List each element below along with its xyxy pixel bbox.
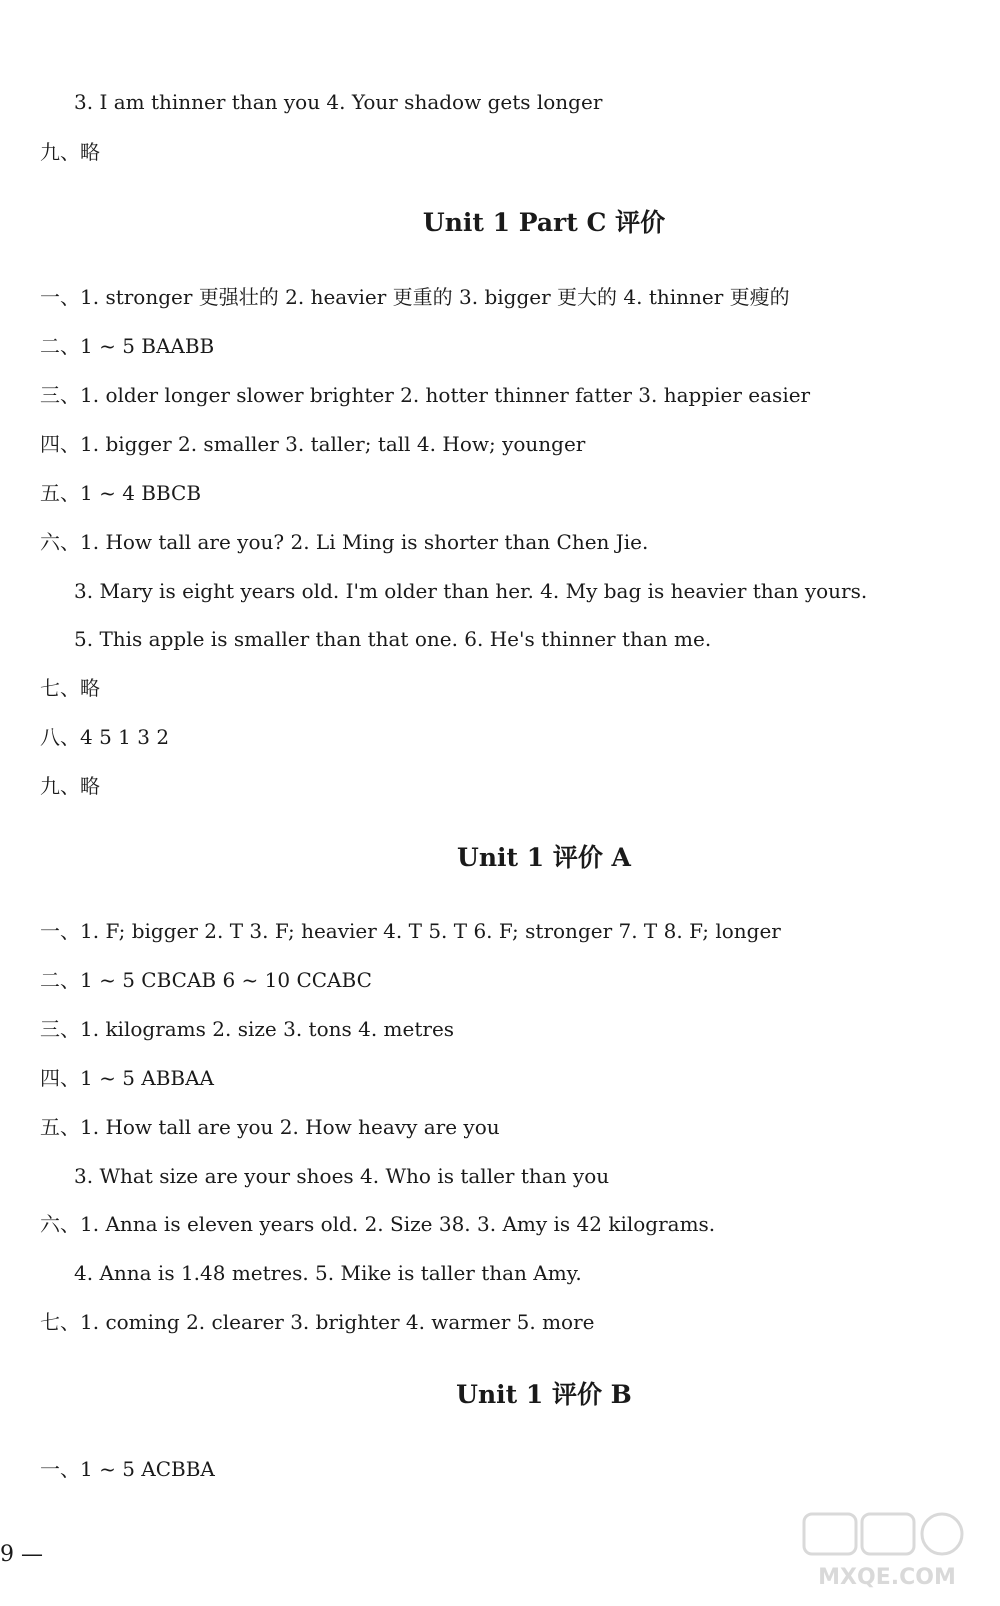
answer-line: 二、1 ~ 5 CBCAB 6 ~ 10 CCABC <box>40 968 372 992</box>
answer-line: 3. I am thinner than you 4. Your shadow gets longer <box>74 90 603 114</box>
answer-line: 一、1 ~ 5 ACBBA <box>40 1457 215 1481</box>
section-heading-unit1-eval-b: Unit 1 评价 B <box>456 1380 632 1409</box>
answer-line: 五、1. How tall are you 2. How heavy are you <box>40 1115 500 1139</box>
answer-line: 五、1 ~ 4 BBCB <box>40 481 202 505</box>
answer-line: 3. Mary is eight years old. I'm older than her. 4. My bag is heavier than yours. <box>74 579 868 603</box>
answer-line: 3. What size are your shoes 4. Who is taller than you <box>74 1164 610 1188</box>
answer-line: 七、1. coming 2. clearer 3. brighter 4. warmer 5. more <box>40 1310 595 1334</box>
answer-line: 七、略 <box>40 676 100 700</box>
answer-line: 一、1. F; bigger 2. T 3. F; heavier 4. T 5. T 6. F; stronger 7. T 8. F; longer <box>40 919 781 943</box>
answer-line: 4. Anna is 1.48 metres. 5. Mike is taller than Amy. <box>74 1261 582 1285</box>
answer-line: 六、1. How tall are you? 2. Li Ming is shorter than Chen Jie. <box>40 530 649 554</box>
watermark-text: MXQE.COM <box>818 1565 956 1590</box>
answer-line: 九、略 <box>40 140 100 164</box>
answer-line: 一、1. stronger 更强壮的 2. heavier 更重的 3. bigger 更大的 4. thinner 更瘦的 <box>40 285 790 309</box>
answer-watermark-logo-icon <box>802 1512 972 1592</box>
answer-line: 九、略 <box>40 774 100 798</box>
answer-line: 二、1 ~ 5 BAABB <box>40 334 215 358</box>
section-heading-unit1-eval-a: Unit 1 评价 A <box>457 843 631 872</box>
answer-line: 四、1 ~ 5 ABBAA <box>40 1066 215 1090</box>
answer-line: 三、1. older longer slower brighter 2. hotter thinner fatter 3. happier easier <box>40 383 811 407</box>
answer-line: 5. This apple is smaller than that one. 6. He's thinner than me. <box>74 627 712 651</box>
answer-line: 三、1. kilograms 2. size 3. tons 4. metres <box>40 1017 455 1041</box>
answer-line: 六、1. Anna is eleven years old. 2. Size 38. 3. Amy is 42 kilograms. <box>40 1212 716 1236</box>
page-number: 9 — <box>0 1542 43 1567</box>
answer-line: 四、1. bigger 2. smaller 3. taller; tall 4. How; younger <box>40 432 586 456</box>
section-heading-unit1-part-c: Unit 1 Part C 评价 <box>422 208 666 237</box>
answer-line: 八、4 5 1 3 2 <box>40 725 170 749</box>
